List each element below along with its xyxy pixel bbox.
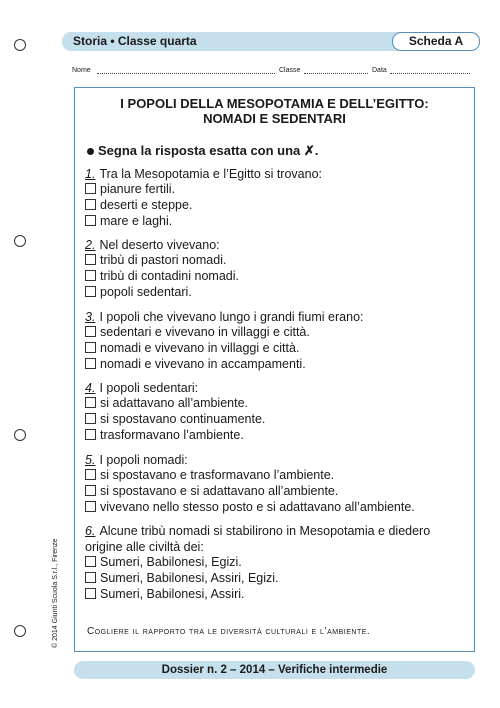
checkbox-icon[interactable] — [85, 342, 96, 353]
checkbox-icon[interactable] — [85, 413, 96, 424]
q3-option-c[interactable]: nomadi e vivevano in accampamenti. — [85, 357, 306, 372]
q4-option-a[interactable]: si adattavano all’ambiente. — [85, 396, 248, 411]
question-number: 4. — [85, 381, 96, 395]
checkbox-icon[interactable] — [85, 183, 96, 194]
checkbox-icon[interactable] — [85, 199, 96, 210]
checkbox-icon[interactable] — [85, 215, 96, 226]
checkbox-icon[interactable] — [85, 572, 96, 583]
classe-label: Classe — [279, 67, 301, 74]
nome-field[interactable] — [97, 73, 275, 74]
q5-option-a[interactable]: si spostavano e trasformavano l’ambiente. — [85, 468, 334, 483]
q4-option-c[interactable]: trasformavano l’ambiente. — [85, 428, 244, 443]
question-4 — [85, 381, 198, 395]
question-text: Tra la Mesopotamia e l’Egitto si trovano: — [99, 167, 322, 181]
question-6 — [85, 524, 430, 538]
q3-option-a[interactable]: sedentari e vivevano in villaggi e città. — [85, 325, 310, 340]
q4-option-b[interactable]: si spostavano continuamente. — [85, 412, 265, 427]
question-number: 2. — [85, 238, 96, 252]
binder-hole-4 — [14, 625, 26, 637]
classe-field[interactable] — [304, 73, 368, 74]
q5-option-b[interactable]: si spostavano e si adattavano all’ambiente. — [85, 484, 338, 499]
q6-option-c[interactable]: Sumeri, Babilonesi, Assiri. — [85, 587, 245, 602]
scheda-badge: Scheda A — [392, 32, 480, 51]
checkbox-icon[interactable] — [85, 469, 96, 480]
q3-option-b[interactable]: nomadi e vivevano in villaggi e città. — [85, 341, 299, 356]
data-label: Data — [372, 67, 387, 74]
instruction — [87, 143, 318, 159]
nome-label: Nome — [72, 67, 91, 74]
checkbox-icon[interactable] — [85, 485, 96, 496]
question-text: Nel deserto vivevano: — [99, 238, 220, 252]
q1-option-a[interactable]: pianure fertili. — [85, 182, 175, 197]
data-field[interactable] — [390, 73, 470, 74]
question-number: 1. — [85, 167, 96, 181]
q6-option-b[interactable]: Sumeri, Babilonesi, Assiri, Egizi. — [85, 571, 279, 586]
worksheet-title-line2: NOMADI E SEDENTARI — [203, 111, 346, 126]
footer-bar: Dossier n. 2 – 2014 – Verifiche intermedie — [74, 661, 475, 679]
question-text: I popoli sedentari: — [99, 381, 199, 395]
question-text: I popoli nomadi: — [99, 453, 188, 467]
copyright-notice: © 2014 Giunti Scuola S.r.l., Firenze — [52, 538, 59, 648]
question-number: 5. — [85, 453, 96, 467]
q2-option-b[interactable]: tribù di contadini nomadi. — [85, 269, 239, 284]
question-1 — [85, 167, 322, 181]
student-fields — [72, 67, 482, 79]
q2-option-a[interactable]: tribù di pastori nomadi. — [85, 253, 226, 268]
q6-option-a[interactable]: Sumeri, Babilonesi, Egizi. — [85, 555, 242, 570]
skill-objective: Cogliere il rapporto tra le diversità culturali e l’ambiente. — [87, 626, 371, 637]
question-6-continuation: origine alle civiltà dei: — [85, 540, 204, 554]
checkbox-icon[interactable] — [85, 358, 96, 369]
q5-option-c[interactable]: vivevano nello stesso posto e si adattavano all’ambiente. — [85, 500, 415, 515]
instruction-text: Segna la risposta esatta con una ✗. — [98, 143, 319, 158]
q2-option-c[interactable]: popoli sedentari. — [85, 285, 192, 300]
checkbox-icon[interactable] — [85, 254, 96, 265]
question-text: Alcune tribù nomadi si stabilirono in Mesopotamia e diedero — [99, 524, 431, 538]
question-text: I popoli che vivevano lungo i grandi fiumi erano: — [99, 310, 364, 324]
checkbox-icon[interactable] — [85, 556, 96, 567]
binder-hole-2 — [14, 235, 26, 247]
checkbox-icon[interactable] — [85, 501, 96, 512]
checkbox-icon[interactable] — [85, 397, 96, 408]
checkbox-icon[interactable] — [85, 326, 96, 337]
worksheet-panel — [74, 87, 475, 652]
checkbox-icon[interactable] — [85, 286, 96, 297]
subject-label: Storia • Classe quarta — [73, 34, 197, 48]
header-bar — [62, 32, 480, 51]
worksheet-title-line1: I POPOLI DELLA MESOPOTAMIA E DELL’EGITTO: — [120, 96, 429, 111]
binder-hole-3 — [14, 429, 26, 441]
question-2 — [85, 238, 220, 252]
question-number: 6. — [85, 524, 96, 538]
bullet-icon — [87, 148, 94, 155]
question-5 — [85, 453, 188, 467]
checkbox-icon[interactable] — [85, 270, 96, 281]
question-number: 3. — [85, 310, 96, 324]
question-3 — [85, 310, 364, 324]
q1-option-c[interactable]: mare e laghi. — [85, 214, 172, 229]
binder-hole-1 — [14, 39, 26, 51]
checkbox-icon[interactable] — [85, 429, 96, 440]
checkbox-icon[interactable] — [85, 588, 96, 599]
q1-option-b[interactable]: deserti e steppe. — [85, 198, 192, 213]
